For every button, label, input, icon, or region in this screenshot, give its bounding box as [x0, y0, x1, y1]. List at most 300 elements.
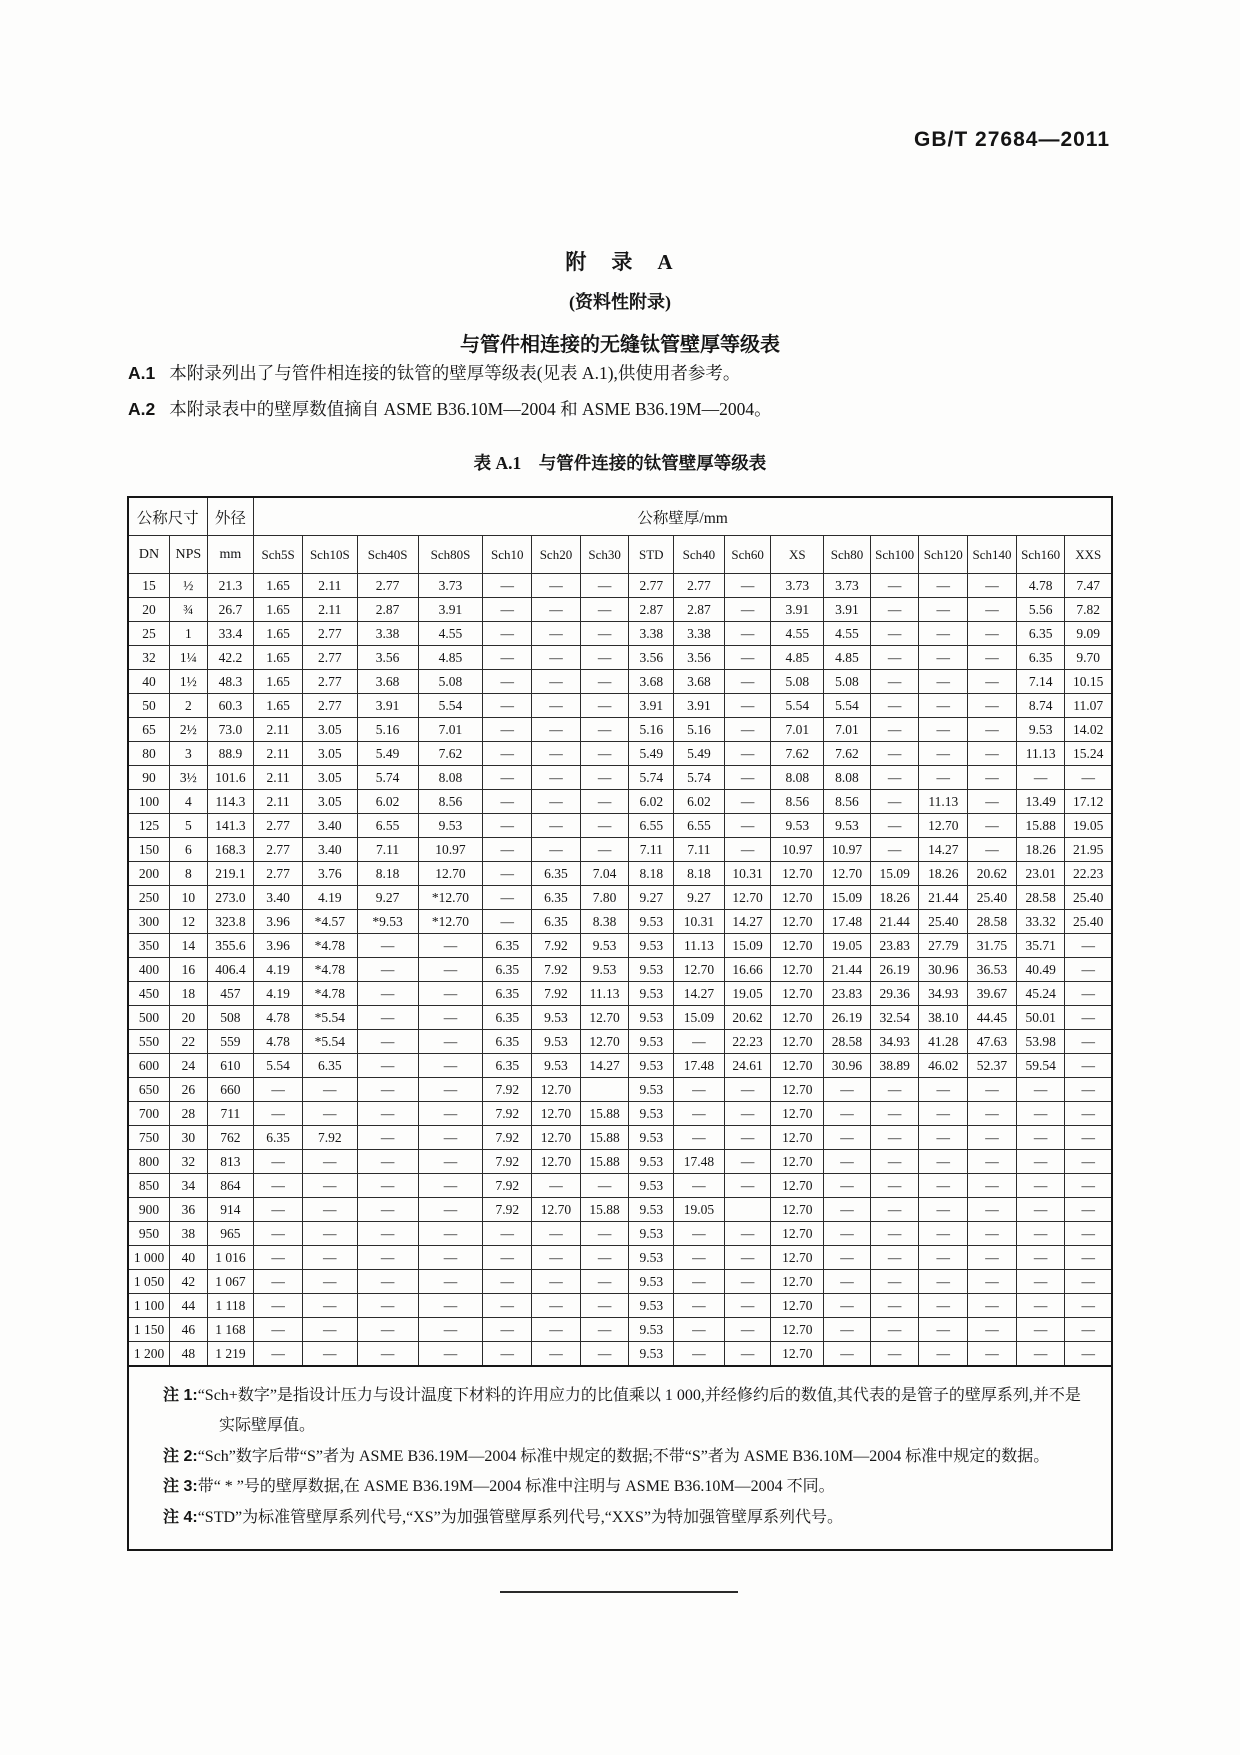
cell-thickness: — — [870, 694, 919, 718]
cell-thickness: — — [724, 1126, 771, 1150]
cell-thickness: — — [1065, 1006, 1112, 1030]
table-row — [128, 742, 1112, 766]
table-header — [128, 497, 1112, 574]
cell-thickness: 12.70 — [532, 1078, 581, 1102]
cell-thickness: 1.65 — [254, 694, 303, 718]
cell-thickness: — — [483, 1318, 532, 1342]
cell-thickness: 12.70 — [771, 886, 824, 910]
col-header-sch160: Sch160 — [1016, 536, 1065, 574]
col-header-xxs: XXS — [1065, 536, 1112, 574]
cell-thickness: — — [870, 1294, 919, 1318]
cell-thickness: — — [580, 718, 629, 742]
table-row — [128, 1150, 1112, 1174]
cell-dn: 450 — [128, 982, 170, 1006]
cell-nps: 46 — [170, 1318, 208, 1342]
cell-dn: 20 — [128, 598, 170, 622]
cell-thickness: — — [483, 646, 532, 670]
col-header-nps: NPS — [170, 536, 208, 574]
cell-thickness: — — [724, 766, 771, 790]
cell-thickness: 8.18 — [674, 862, 725, 886]
cell-thickness: 2.11 — [302, 574, 357, 598]
cell-thickness: *4.57 — [302, 910, 357, 934]
cell-thickness: 3.38 — [629, 622, 674, 646]
cell-thickness: 4.78 — [254, 1030, 303, 1054]
cell-od: 864 — [207, 1174, 254, 1198]
cell-dn: 250 — [128, 886, 170, 910]
cell-thickness: — — [724, 574, 771, 598]
cell-thickness: 7.92 — [483, 1150, 532, 1174]
cell-nps: 14 — [170, 934, 208, 958]
cell-thickness: 5.54 — [771, 694, 824, 718]
cell-thickness: 31.75 — [968, 934, 1017, 958]
cell-thickness: 19.05 — [1065, 814, 1112, 838]
cell-thickness: 17.48 — [674, 1150, 725, 1174]
cell-thickness: — — [674, 1126, 725, 1150]
cell-thickness: 33.32 — [1016, 910, 1065, 934]
cell-thickness: 29.36 — [870, 982, 919, 1006]
cell-nps: 18 — [170, 982, 208, 1006]
col-header-sch60: Sch60 — [724, 536, 771, 574]
cell-thickness: 2.11 — [254, 718, 303, 742]
cell-thickness: 6.55 — [629, 814, 674, 838]
cell-thickness: — — [357, 1342, 418, 1367]
title-block — [0, 246, 1240, 357]
cell-thickness: 11.13 — [580, 982, 629, 1006]
cell-thickness: 3.56 — [674, 646, 725, 670]
table-row — [128, 790, 1112, 814]
note-2: 注 2:“Sch”数字后带“S”者为 ASME B36.19M—2004 标准中规定的数据;不带“S”者为 ASME B36.10M—2004 标准中规定的数据。 — [163, 1447, 1050, 1465]
cell-thickness: 6.35 — [254, 1126, 303, 1150]
cell-thickness: — — [418, 1198, 483, 1222]
cell-thickness: — — [724, 694, 771, 718]
cell-thickness: 19.05 — [724, 982, 771, 1006]
table-row — [128, 838, 1112, 862]
cell-thickness: 53.98 — [1016, 1030, 1065, 1054]
footer-divider — [500, 1591, 738, 1593]
cell-thickness: 47.63 — [968, 1030, 1017, 1054]
cell-thickness: — — [968, 1270, 1017, 1294]
cell-thickness: — — [870, 838, 919, 862]
cell-od: 355.6 — [207, 934, 254, 958]
cell-thickness: 12.70 — [532, 1150, 581, 1174]
cell-nps: 42 — [170, 1270, 208, 1294]
table-header-row-groups — [128, 497, 1112, 536]
cell-thickness: — — [302, 1102, 357, 1126]
cell-thickness: 9.53 — [629, 1198, 674, 1222]
col-header-mm: mm — [207, 536, 254, 574]
cell-thickness: — — [580, 1318, 629, 1342]
cell-thickness: — — [1016, 1102, 1065, 1126]
cell-thickness: 7.14 — [1016, 670, 1065, 694]
table-row — [128, 1078, 1112, 1102]
cell-thickness: — — [302, 1318, 357, 1342]
cell-thickness: — — [483, 790, 532, 814]
cell-thickness: 9.27 — [674, 886, 725, 910]
table-row — [128, 1030, 1112, 1054]
cell-thickness: 12.70 — [771, 982, 824, 1006]
cell-thickness: — — [254, 1342, 303, 1367]
cell-thickness: 12.70 — [532, 1126, 581, 1150]
cell-nps: 3 — [170, 742, 208, 766]
table-row — [128, 670, 1112, 694]
cell-thickness: 3.91 — [771, 598, 824, 622]
cell-thickness: 12.70 — [771, 1198, 824, 1222]
cell-thickness: — — [580, 790, 629, 814]
cell-dn: 1 150 — [128, 1318, 170, 1342]
cell-thickness: 39.67 — [968, 982, 1017, 1006]
cell-thickness: 12.70 — [771, 1270, 824, 1294]
note-4: 注 4:“STD”为标准管壁厚系列代号,“XS”为加强管壁厚系列代号,“XXS”为特加强管壁厚系列代号。 — [163, 1508, 843, 1526]
cell-thickness: 35.71 — [1016, 934, 1065, 958]
cell-thickness: 4.85 — [418, 646, 483, 670]
cell-thickness: 12.70 — [771, 1102, 824, 1126]
cell-thickness: — — [870, 790, 919, 814]
table-row — [128, 766, 1112, 790]
cell-thickness: 9.53 — [532, 1054, 581, 1078]
cell-thickness: 8.38 — [580, 910, 629, 934]
cell-thickness: 9.53 — [418, 814, 483, 838]
cell-dn: 550 — [128, 1030, 170, 1054]
cell-thickness: 9.27 — [357, 886, 418, 910]
cell-thickness: — — [724, 1150, 771, 1174]
cell-thickness: — — [483, 814, 532, 838]
cell-thickness: — — [724, 1246, 771, 1270]
cell-thickness: — — [1065, 1078, 1112, 1102]
cell-od: 762 — [207, 1126, 254, 1150]
cell-thickness: — — [418, 1126, 483, 1150]
cell-thickness: *4.78 — [302, 982, 357, 1006]
cell-od: 1 168 — [207, 1318, 254, 1342]
cell-thickness: 7.92 — [483, 1126, 532, 1150]
note-1: 注 1:“Sch+数字”是指设计压力与设计温度下材料的许用应力的比值乘以 1 000,并经修约后的数值,其代表的是管子的壁厚系列,并不是实际壁厚值。 — [163, 1387, 1081, 1435]
cell-thickness: — — [919, 1150, 968, 1174]
cell-thickness: 12.70 — [919, 814, 968, 838]
cell-thickness: — — [418, 1342, 483, 1367]
cell-od: 323.8 — [207, 910, 254, 934]
cell-thickness: — — [1016, 1198, 1065, 1222]
cell-thickness: — — [919, 694, 968, 718]
cell-thickness: — — [357, 1270, 418, 1294]
cell-thickness: — — [532, 574, 581, 598]
cell-thickness: — — [724, 742, 771, 766]
cell-thickness: 9.53 — [629, 1246, 674, 1270]
cell-thickness: — — [824, 1102, 871, 1126]
cell-thickness: 9.53 — [629, 1342, 674, 1367]
cell-thickness: — — [919, 1222, 968, 1246]
cell-thickness: 5.16 — [357, 718, 418, 742]
cell-thickness: — — [1016, 1150, 1065, 1174]
cell-thickness: — — [968, 694, 1017, 718]
table-wrap — [127, 496, 1113, 1551]
cell-thickness: — — [1065, 958, 1112, 982]
cell-thickness: 12.70 — [771, 1078, 824, 1102]
cell-thickness: 28.58 — [1016, 886, 1065, 910]
cell-nps: 44 — [170, 1294, 208, 1318]
cell-thickness: — — [580, 670, 629, 694]
cell-thickness: 8.74 — [1016, 694, 1065, 718]
cell-thickness: — — [580, 622, 629, 646]
cell-thickness: — — [357, 1030, 418, 1054]
cell-thickness: — — [1065, 766, 1112, 790]
cell-thickness: 11.13 — [919, 790, 968, 814]
cell-thickness: — — [919, 742, 968, 766]
cell-thickness: — — [824, 1078, 871, 1102]
cell-thickness: — — [418, 1222, 483, 1246]
cell-thickness: — — [254, 1078, 303, 1102]
cell-thickness: 15.09 — [824, 886, 871, 910]
cell-thickness: — — [674, 1174, 725, 1198]
cell-nps: 24 — [170, 1054, 208, 1078]
cell-thickness: 8.56 — [771, 790, 824, 814]
table-row — [128, 1126, 1112, 1150]
cell-thickness: 13.49 — [1016, 790, 1065, 814]
cell-nps: 1 — [170, 622, 208, 646]
paragraph-a1 — [128, 360, 1112, 385]
cell-thickness: 10.31 — [724, 862, 771, 886]
cell-thickness: — — [532, 622, 581, 646]
cell-thickness: 2.77 — [302, 694, 357, 718]
cell-thickness: — — [724, 790, 771, 814]
table-row — [128, 718, 1112, 742]
cell-thickness: — — [870, 766, 919, 790]
cell-thickness: 12.70 — [580, 1030, 629, 1054]
table-subheader-row — [128, 536, 1112, 574]
cell-dn: 125 — [128, 814, 170, 838]
cell-thickness: 12.70 — [824, 862, 871, 886]
cell-thickness: — — [674, 1270, 725, 1294]
cell-thickness: 12.70 — [418, 862, 483, 886]
cell-thickness: 25.40 — [1065, 910, 1112, 934]
cell-thickness: — — [532, 1318, 581, 1342]
cell-thickness: 12.70 — [771, 1126, 824, 1150]
col-group-nominal-size: 公称尺寸 — [128, 497, 207, 536]
col-header-xs: XS — [771, 536, 824, 574]
cell-thickness: 8.08 — [418, 766, 483, 790]
col-header-sch40: Sch40 — [674, 536, 725, 574]
cell-thickness: 6.02 — [629, 790, 674, 814]
cell-thickness: 14.27 — [919, 838, 968, 862]
cell-thickness: 8.18 — [629, 862, 674, 886]
cell-thickness: — — [302, 1222, 357, 1246]
cell-thickness: — — [1065, 1174, 1112, 1198]
cell-thickness: *5.54 — [302, 1030, 357, 1054]
cell-thickness: — — [968, 670, 1017, 694]
table-row — [128, 814, 1112, 838]
cell-thickness: — — [580, 838, 629, 862]
cell-thickness: 3.91 — [629, 694, 674, 718]
cell-thickness: 2.87 — [357, 598, 418, 622]
cell-thickness: — — [674, 1246, 725, 1270]
cell-thickness: — — [418, 1174, 483, 1198]
cell-thickness: 1.65 — [254, 622, 303, 646]
col-header-sch80s: Sch80S — [418, 536, 483, 574]
cell-thickness: 9.53 — [629, 1102, 674, 1126]
cell-thickness: 38.10 — [919, 1006, 968, 1030]
cell-nps: 12 — [170, 910, 208, 934]
cell-thickness: — — [580, 1222, 629, 1246]
cell-thickness: — — [724, 1342, 771, 1367]
note-3: 注 3:带“ * ”号的壁厚数据,在 ASME B36.19M—2004 标准中注明与 ASME B36.10M—2004 不同。 — [163, 1478, 835, 1496]
col-header-outer-diameter: 外径 — [207, 497, 254, 536]
cell-thickness: 15.88 — [580, 1102, 629, 1126]
cell-thickness: *4.78 — [302, 958, 357, 982]
cell-thickness: — — [674, 1078, 725, 1102]
cell-thickness: — — [919, 574, 968, 598]
cell-thickness: — — [1065, 1030, 1112, 1054]
cell-thickness: 12.70 — [771, 1294, 824, 1318]
cell-thickness: 3.68 — [674, 670, 725, 694]
cell-nps: ½ — [170, 574, 208, 598]
cell-thickness: 3.05 — [302, 766, 357, 790]
cell-thickness: 4.78 — [1016, 574, 1065, 598]
cell-thickness: — — [532, 646, 581, 670]
cell-thickness: 10.31 — [674, 910, 725, 934]
cell-thickness: — — [357, 1174, 418, 1198]
cell-thickness: 52.37 — [968, 1054, 1017, 1078]
cell-od: 406.4 — [207, 958, 254, 982]
cell-thickness: — — [532, 1246, 581, 1270]
cell-thickness: 30.96 — [919, 958, 968, 982]
cell-thickness: 12.70 — [771, 1006, 824, 1030]
cell-thickness: 1.65 — [254, 598, 303, 622]
cell-thickness: 36.53 — [968, 958, 1017, 982]
paragraph-a2-label: A.2 — [128, 399, 156, 419]
cell-thickness: 5.74 — [629, 766, 674, 790]
cell-thickness: 3.73 — [771, 574, 824, 598]
cell-thickness: *9.53 — [357, 910, 418, 934]
table-row — [128, 934, 1112, 958]
cell-thickness: 30.96 — [824, 1054, 871, 1078]
cell-thickness: 12.70 — [771, 862, 824, 886]
cell-thickness: — — [357, 1102, 418, 1126]
col-header-sch5s: Sch5S — [254, 536, 303, 574]
cell-dn: 800 — [128, 1150, 170, 1174]
cell-thickness: — — [580, 814, 629, 838]
cell-od: 1 219 — [207, 1342, 254, 1367]
cell-thickness: 28.58 — [824, 1030, 871, 1054]
cell-thickness: 9.53 — [629, 1030, 674, 1054]
cell-thickness: 9.53 — [629, 1006, 674, 1030]
cell-thickness: — — [357, 1054, 418, 1078]
cell-thickness — [724, 1198, 771, 1222]
cell-thickness: 3.76 — [302, 862, 357, 886]
cell-thickness: — — [254, 1294, 303, 1318]
table-row — [128, 958, 1112, 982]
cell-thickness: — — [968, 1342, 1017, 1367]
cell-thickness: — — [254, 1150, 303, 1174]
cell-thickness: 12.70 — [724, 886, 771, 910]
cell-od: 114.3 — [207, 790, 254, 814]
cell-thickness: — — [968, 1222, 1017, 1246]
cell-nps: 8 — [170, 862, 208, 886]
cell-dn: 65 — [128, 718, 170, 742]
cell-thickness: — — [724, 1318, 771, 1342]
cell-thickness: *5.54 — [302, 1006, 357, 1030]
cell-thickness: 6.35 — [532, 886, 581, 910]
cell-thickness: — — [1016, 1246, 1065, 1270]
cell-thickness: — — [870, 814, 919, 838]
cell-thickness: — — [532, 814, 581, 838]
cell-thickness: 17.12 — [1065, 790, 1112, 814]
cell-thickness: 6.02 — [674, 790, 725, 814]
cell-thickness: — — [1065, 1222, 1112, 1246]
cell-thickness: 15.09 — [870, 862, 919, 886]
cell-thickness: — — [302, 1078, 357, 1102]
cell-thickness: 12.70 — [771, 1150, 824, 1174]
cell-thickness: 34.93 — [919, 982, 968, 1006]
cell-thickness: 9.53 — [580, 934, 629, 958]
col-header-sch120: Sch120 — [919, 536, 968, 574]
cell-thickness: — — [1016, 1078, 1065, 1102]
cell-thickness: — — [870, 1126, 919, 1150]
cell-od: 610 — [207, 1054, 254, 1078]
paragraph-a1-text: 本附录列出了与管件相连接的钛管的壁厚等级表(见表 A.1),供使用者参考。 — [169, 363, 741, 383]
cell-thickness: — — [724, 622, 771, 646]
cell-thickness: 3.68 — [629, 670, 674, 694]
cell-od: 60.3 — [207, 694, 254, 718]
cell-thickness: — — [824, 1294, 871, 1318]
cell-thickness: 6.35 — [532, 910, 581, 934]
cell-thickness: — — [870, 1270, 919, 1294]
cell-thickness: — — [580, 742, 629, 766]
col-header-dn: DN — [128, 536, 170, 574]
cell-thickness: 6.35 — [1016, 646, 1065, 670]
cell-thickness: — — [919, 1294, 968, 1318]
cell-thickness: — — [870, 1222, 919, 1246]
cell-thickness: 10.97 — [771, 838, 824, 862]
cell-thickness: 15.24 — [1065, 742, 1112, 766]
cell-thickness: — — [580, 766, 629, 790]
cell-thickness: — — [1016, 1270, 1065, 1294]
cell-thickness: — — [870, 1078, 919, 1102]
cell-thickness: *12.70 — [418, 910, 483, 934]
table-row — [128, 862, 1112, 886]
note-1-label: 注 1: — [163, 1387, 198, 1404]
cell-thickness: — — [1065, 1342, 1112, 1367]
cell-od: 559 — [207, 1030, 254, 1054]
cell-thickness: 2.11 — [254, 766, 303, 790]
col-header-sch40s: Sch40S — [357, 536, 418, 574]
cell-thickness: — — [532, 718, 581, 742]
cell-dn: 150 — [128, 838, 170, 862]
cell-thickness: 3.91 — [674, 694, 725, 718]
cell-thickness: — — [724, 838, 771, 862]
cell-nps: 16 — [170, 958, 208, 982]
cell-nps: 26 — [170, 1078, 208, 1102]
cell-thickness: — — [418, 1054, 483, 1078]
cell-thickness: 10.15 — [1065, 670, 1112, 694]
table-row — [128, 1006, 1112, 1030]
cell-thickness: 14.27 — [580, 1054, 629, 1078]
cell-thickness: 11.13 — [674, 934, 725, 958]
cell-thickness: — — [418, 1078, 483, 1102]
cell-nps: 3½ — [170, 766, 208, 790]
cell-thickness: 7.92 — [483, 1102, 532, 1126]
cell-thickness: 26.19 — [824, 1006, 871, 1030]
cell-dn: 1 100 — [128, 1294, 170, 1318]
cell-thickness: 2.77 — [254, 814, 303, 838]
note-2-label: 注 2: — [163, 1447, 198, 1465]
cell-dn: 1 000 — [128, 1246, 170, 1270]
cell-thickness: — — [1016, 1342, 1065, 1367]
cell-thickness: — — [580, 574, 629, 598]
cell-thickness: — — [357, 958, 418, 982]
cell-thickness: — — [1065, 934, 1112, 958]
table-row — [128, 598, 1112, 622]
cell-thickness: — — [483, 622, 532, 646]
cell-thickness: 9.27 — [629, 886, 674, 910]
cell-thickness: — — [824, 1246, 871, 1270]
